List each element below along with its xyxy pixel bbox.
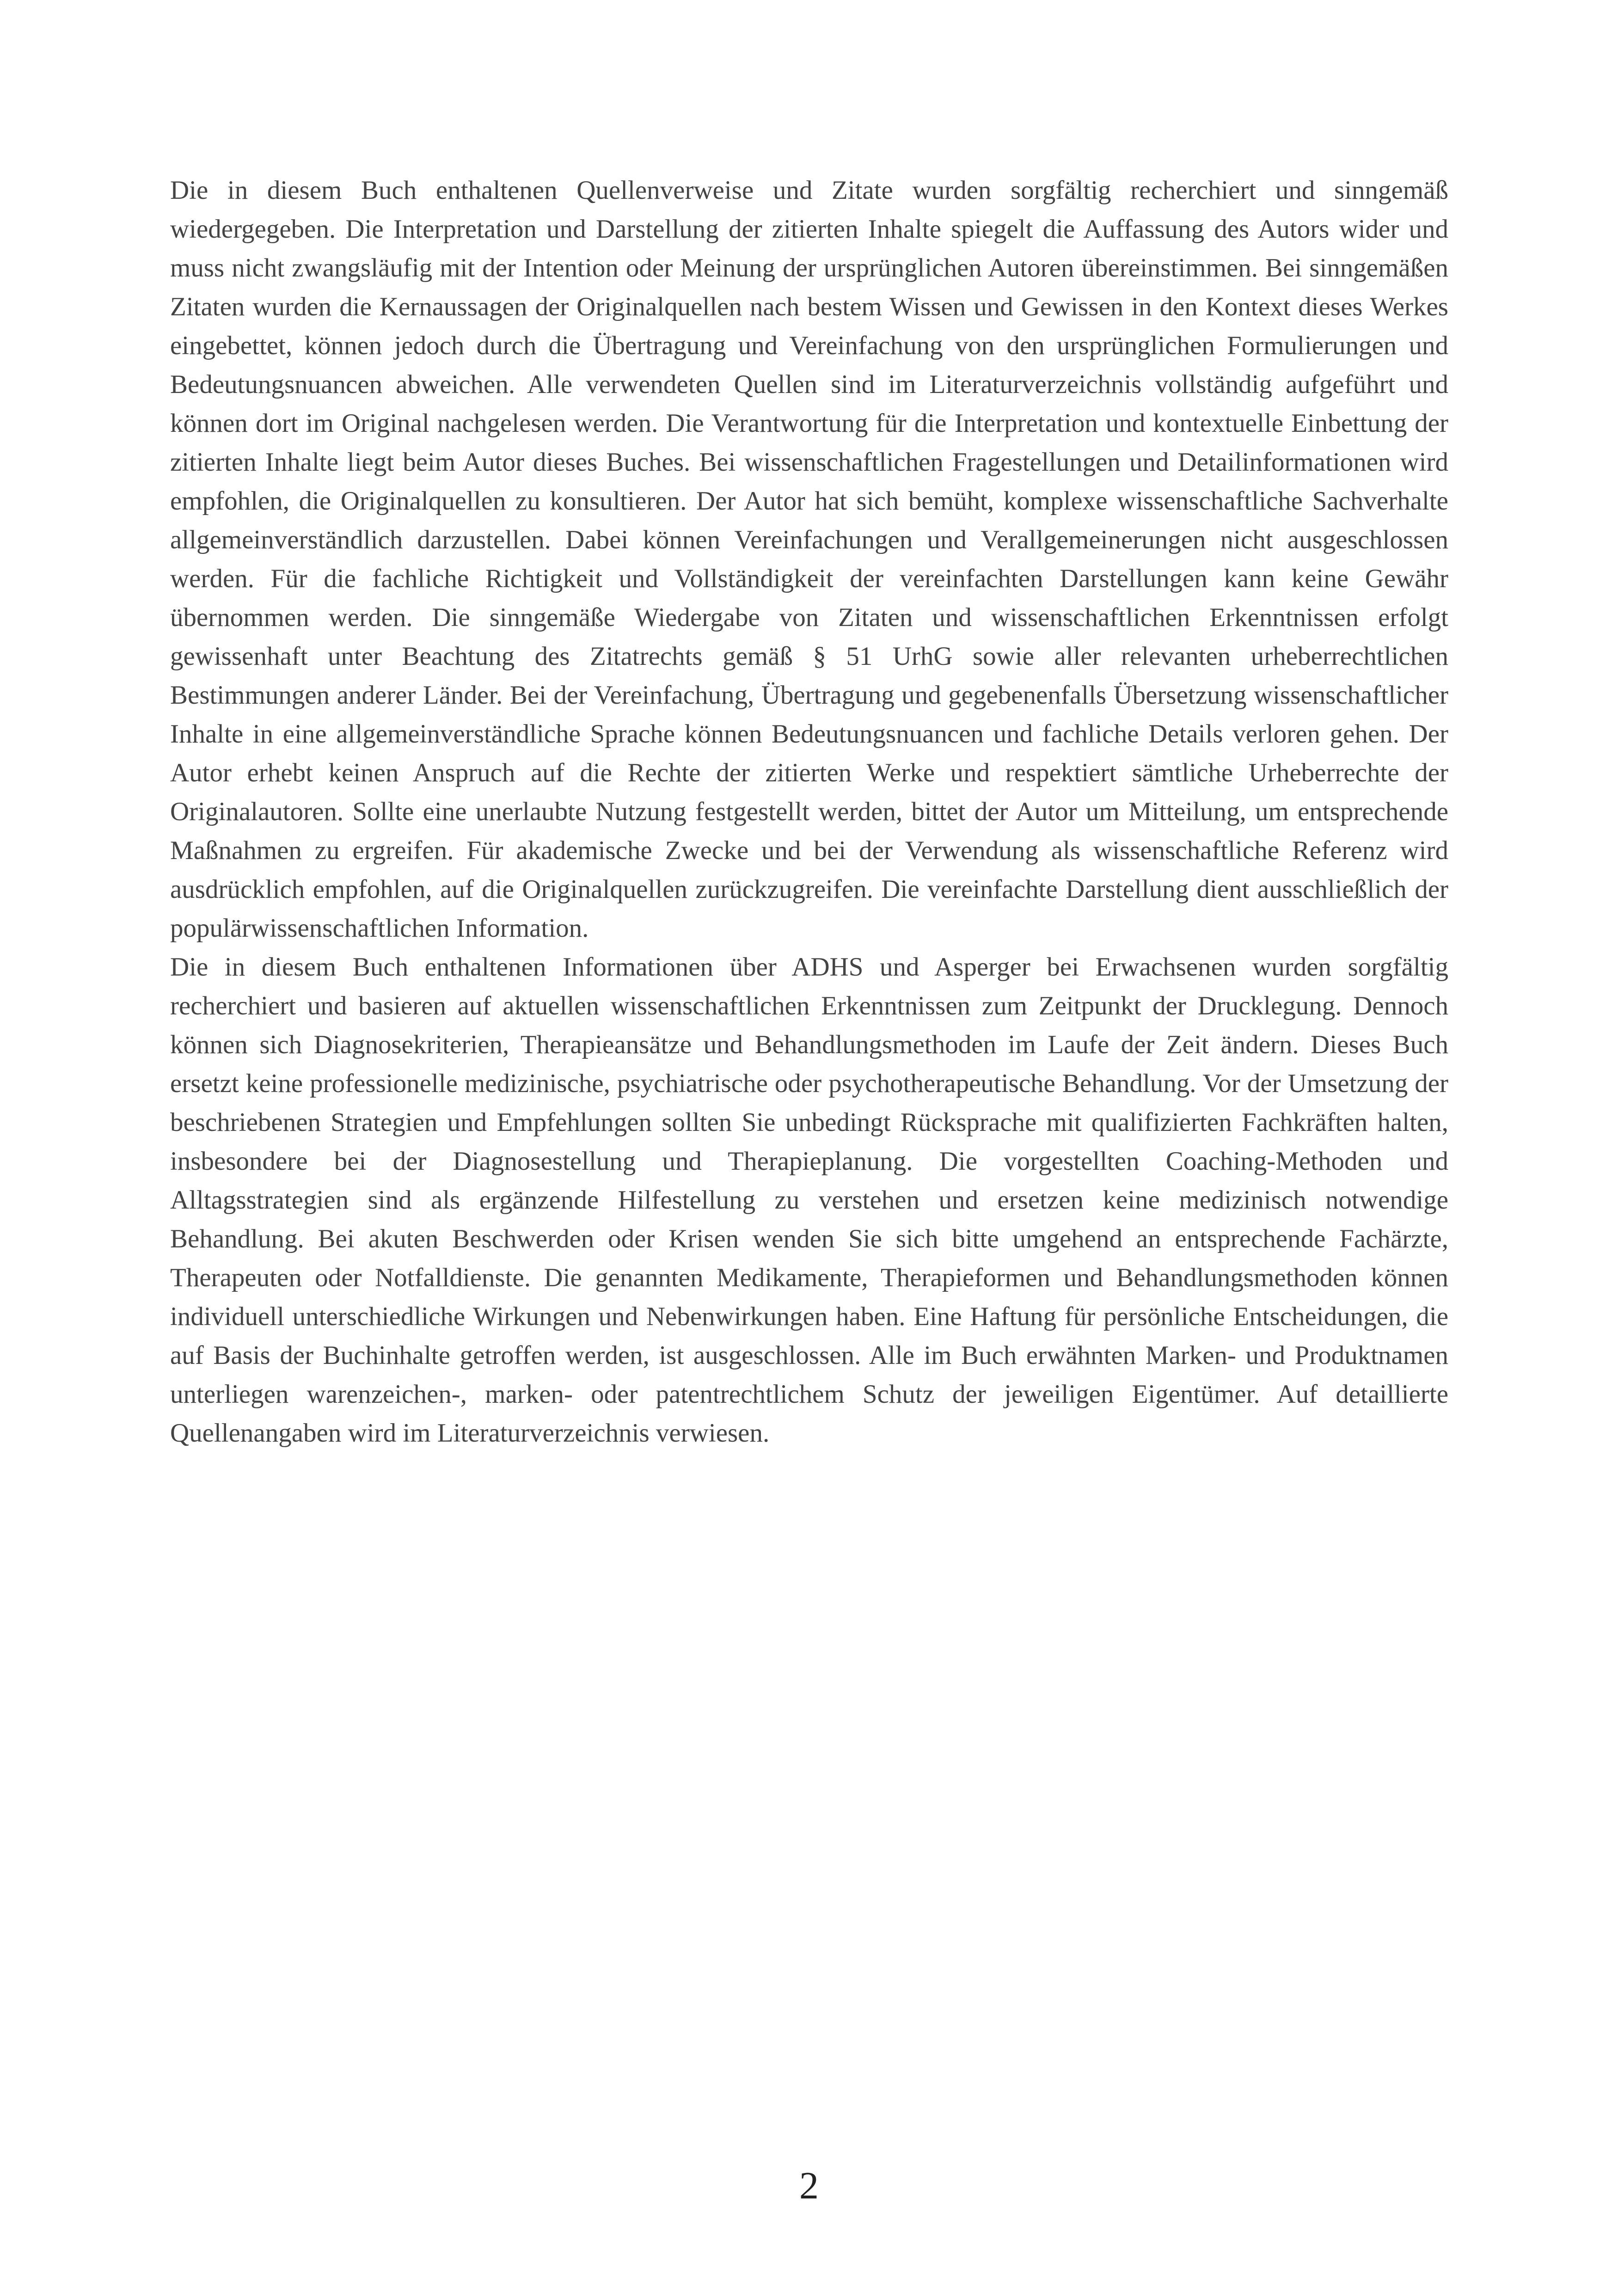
page-number: 2 <box>799 2164 819 2207</box>
body-text <box>170 171 1448 1453</box>
paragraph-sources-disclaimer: Die in diesem Buch enthaltenen Quellenverweise und Zitate wurden sorgfältig recherchiert und sinngemäß wiedergegeben. Die Interpretation und Darstellung der zitierten Inhalte spiegelt die Auffassung des Autors wider und muss nicht zwangsläufig mit der Intention oder Meinung der ursprünglichen Autoren übereinstimmen. Bei sinngemäßen Zitaten wurden die Kernaussagen der Originalquellen nach bestem Wissen und Gewissen in den Kontext dieses Werkes eingebettet, können jedoch durch die Übertragung und Vereinfachung von den ursprünglichen Formulierungen und Bedeutungsnuancen abweichen. Alle verwendeten Quellen sind im Literaturverzeichnis vollständig aufgeführt und können dort im Original nachgelesen werden. Die Verantwortung für die Interpretation und kontextuelle Einbettung der zitierten Inhalte liegt beim Autor dieses Buches. Bei wissenschaftlichen Fragestellungen und Detailinformationen wird empfohlen, die Originalquellen zu konsultieren. Der Autor hat sich bemüht, komplexe wissenschaftliche Sachverhalte allgemeinverständlich darzustellen. Dabei können Vereinfachungen und Verallgemeinerungen nicht ausgeschlossen werden. Für die fachliche Richtigkeit und Vollständigkeit der vereinfachten Darstellungen kann keine Gewähr übernommen werden. Die sinngemäße Wiedergabe von Zitaten und wissenschaftlichen Erkenntnissen erfolgt gewissenhaft unter Beachtung des Zitatrechts gemäß § 51 UrhG sowie aller relevanten urheberrechtlichen Bestimmungen anderer Länder. Bei der Vereinfachung, Übertragung und gegebenenfalls Übersetzung wissenschaftlicher Inhalte in eine allgemeinverständliche Sprache können Bedeutungsnuancen und fachliche Details verloren gehen. Der Autor erhebt keinen Anspruch auf die Rechte der zitierten Werke und respektiert sämtliche Urheberrechte der Originalautoren. Sollte eine unerlaubte Nutzung festgestellt werden, bittet der Autor um Mitteilung, um entsprechende Maßnahmen zu ergreifen. Für akademische Zwecke und bei der Verwendung als wissenschaftliche Referenz wird ausdrücklich empfohlen, auf die Originalquellen zurückzugreifen. Die vereinfachte Darstellung dient ausschließlich der populärwissenschaftlichen Information. <box>170 176 1448 943</box>
paragraph-medical-disclaimer: Die in diesem Buch enthaltenen Informationen über ADHS und Asperger bei Erwachsenen wurden sorgfältig recherchiert und basieren auf aktuellen wissenschaftlichen Erkenntnissen zum Zeitpunkt der Drucklegung. Dennoch können sich Diagnosekriterien, Therapieansätze und Behandlungsmethoden im Laufe der Zeit ändern. Dieses Buch ersetzt keine professionelle medizinische, psychiatrische oder psychotherapeutische Behandlung. Vor der Umsetzung der beschriebenen Strategien und Empfehlungen sollten Sie unbedingt Rücksprache mit qualifizierten Fachkräften halten, insbesondere bei der Diagnosestellung und Therapieplanung. Die vorgestellten Coaching-Methoden und Alltagsstrategien sind als ergänzende Hilfestellung zu verstehen und ersetzen keine medizinisch notwendige Behandlung. Bei akuten Beschwerden oder Krisen wenden Sie sich bitte umgehend an entsprechende Fachärzte, Therapeuten oder Notfalldienste. Die genannten Medikamente, Therapieformen und Behandlungsmethoden können individuell unterschiedliche Wirkungen und Nebenwirkungen haben. Eine Haftung für persönliche Entscheidungen, die auf Basis der Buchinhalte getroffen werden, ist ausgeschlossen. Alle im Buch erwähnten Marken- und Produktnamen unterliegen warenzeichen-, marken- oder patentrechtlichem Schutz der jeweiligen Eigentümer. Auf detaillierte Quellenangaben wird im Literaturverzeichnis verwiesen. <box>170 952 1448 1448</box>
